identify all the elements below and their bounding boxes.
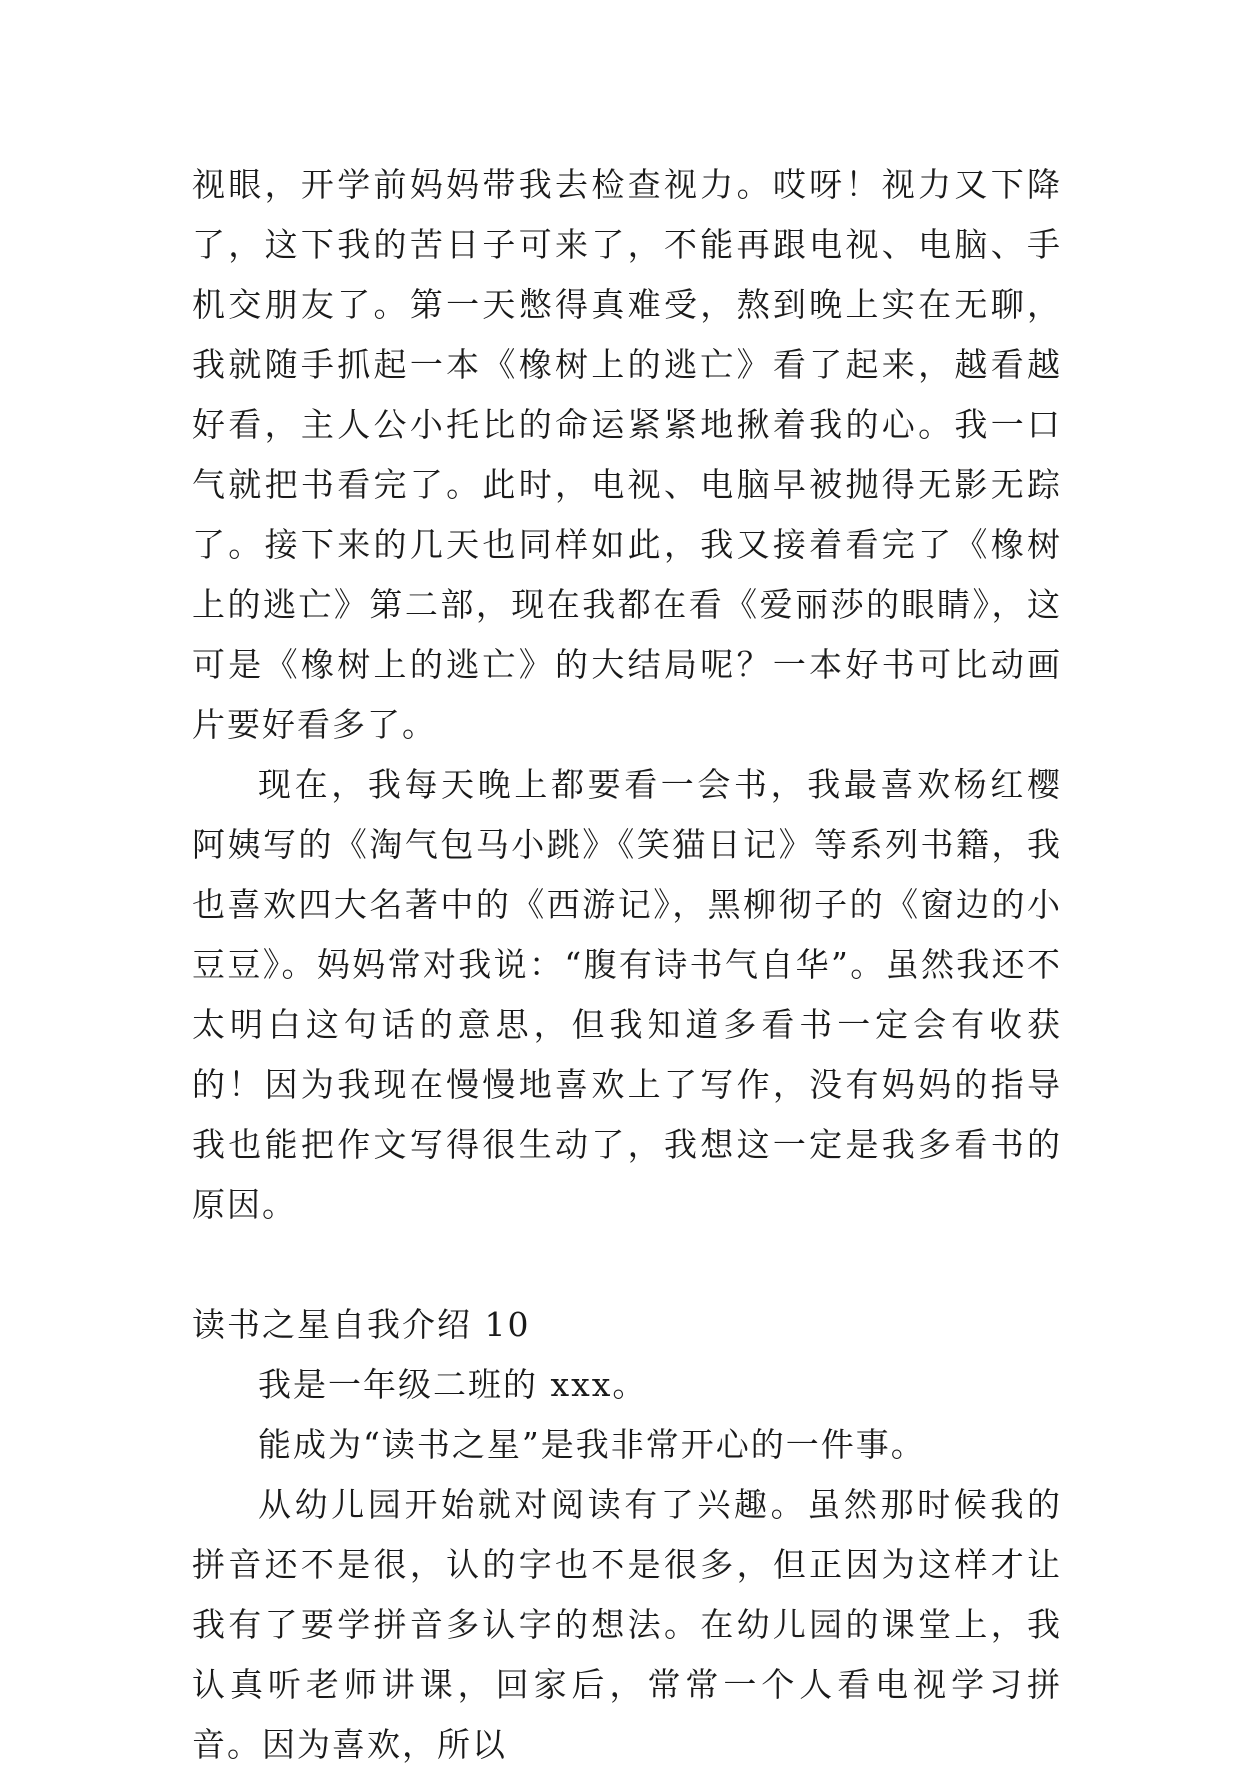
paragraph-self-intro: 我是一年级二班的 xxx。 <box>258 1365 648 1404</box>
section-spacer <box>192 1235 1062 1295</box>
document-body <box>192 155 1062 1775</box>
paragraph-reading-star: 能成为“读书之星”是我非常开心的一件事。 <box>258 1425 926 1464</box>
paragraph-reading-habits: 现在，我每天晚上都要看一会书，我最喜欢杨红樱阿姨写的《淘气包马小跳》《笑猫日记》等系列书籍，我也喜欢四大名著中的《西游记》，黑柳彻子的《窗边的小豆豆》。妈妈常对我说：“腹有诗书气自华”。虽然我还不太明白这句话的意思，但我知道多看书一定会有收获的！因为我现在慢慢地喜欢上了写作，没有妈妈的指导我也能把作文写得很生动了，我想这一定是我多看书的原因。 <box>192 765 1062 1224</box>
paragraph-continued: 视眼，开学前妈妈带我去检查视力。哎呀！视力又下降了，这下我的苦日子可来了，不能再跟电视、电脑、手机交朋友了。第一天憋得真难受，熬到晚上实在无聊，我就随手抓起一本《橡树上的逃亡》看了起来，越看越好看，主人公小托比的命运紧紧地揪着我的心。我一口气就把书看完了。此时，电视、电脑早被抛得无影无踪了。接下来的几天也同样如此，我又接着看完了《橡树上的逃亡》第二部，现在我都在看《爱丽莎的眼睛》，这可是《橡树上的逃亡》的大结局呢？一本好书可比动画片要好看多了。 <box>192 165 1062 744</box>
paragraph-kindergarten: 从幼儿园开始就对阅读有了兴趣。虽然那时候我的拼音还不是很，认的字也不是很多，但正因为这样才让我有了要学拼音多认字的想法。在幼儿园的课堂上，我认真听老师讲课，回家后，常常一个人看电视学习拼音。因为喜欢，所以 <box>192 1485 1062 1764</box>
section-title: 读书之星自我介绍 10 <box>192 1305 531 1344</box>
